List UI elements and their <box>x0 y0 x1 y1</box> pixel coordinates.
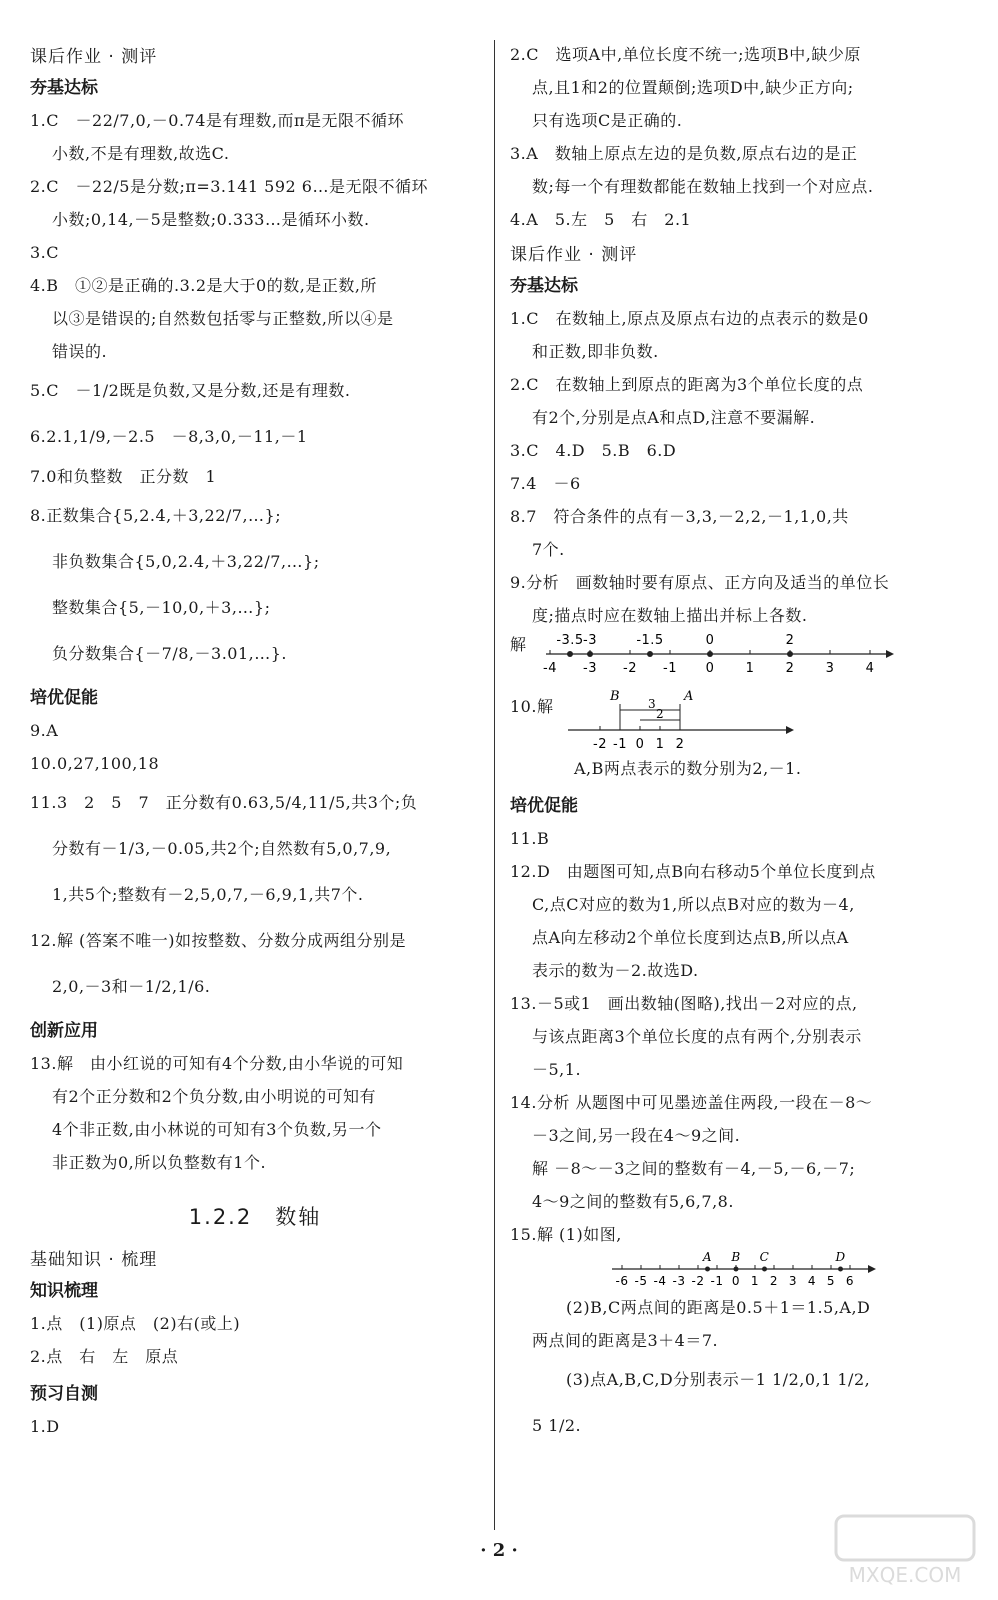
answer-2 <box>510 368 972 434</box>
point-label-b: B <box>610 689 621 704</box>
answer-line: 有2个正分数和2个负分数,由小明说的可知有 <box>52 1087 376 1106</box>
tick-label: 1 <box>745 661 755 676</box>
answer-1 <box>30 104 480 170</box>
answer-line: 非正数为0,所以负整数有1个. <box>52 1153 267 1172</box>
answer-line: (3)点A,B,C,D分别表示－1 1/2,0,1 1/2, <box>566 1370 871 1389</box>
point-dot <box>762 1267 767 1272</box>
tick-label: 4 <box>807 1274 817 1288</box>
tick-label: -1 <box>663 661 677 676</box>
subsection-header: 培优促能 <box>510 796 578 816</box>
answer-line: 12.D 由题图可知,点B向右移动5个单位长度到点 <box>510 862 876 881</box>
tick-label: 2 <box>769 1274 779 1288</box>
tick-label: 6 <box>845 1274 855 1288</box>
tick-label: 5 <box>826 1274 836 1288</box>
answer-2 <box>30 170 480 236</box>
point-dot <box>838 1267 843 1272</box>
answer-line: －5,1. <box>532 1060 582 1079</box>
answer-line: 8.正数集合{5,2.4,＋3,22/7,…}; <box>30 506 282 525</box>
answer-line: 和正数,即非负数. <box>532 342 659 361</box>
answer-line: 15.解 (1)如图, <box>510 1225 622 1244</box>
answer-line: 1.C 在数轴上,原点及原点右边的点表示的数是0 <box>510 309 869 328</box>
answer-line: 整数集合{5,－10,0,＋3,…}; <box>52 598 271 617</box>
tick-label: 4 <box>865 661 875 676</box>
answer-line: 小数;0,14,－5是整数;0.333…是循环小数. <box>52 210 370 229</box>
tick-label: -3 <box>672 1274 686 1288</box>
answer-line: 2.C 选项A中,单位长度不统一;选项B中,缺少原 <box>510 45 861 64</box>
answer-4-5: 4.A 5.左 5 右 2.1 <box>510 210 692 229</box>
answer-line: －3之间,另一段在4～9之间. <box>532 1126 741 1145</box>
section-header: 课后作业 · 测评 <box>510 245 638 265</box>
answer-9: 9.A <box>30 721 59 740</box>
answer-3-6: 3.C 4.D 5.B 6.D <box>510 441 677 460</box>
answer-11: 11.B <box>510 829 550 848</box>
subsection-header: 预习自测 <box>30 1384 98 1404</box>
solution-label: 解 <box>510 635 527 654</box>
answer-3: 3.C <box>30 243 60 262</box>
point-dot <box>567 651 573 657</box>
answer-line: 1,共5个;整数有－2,5,0,7,－6,9,1,共7个. <box>52 885 364 904</box>
answer-line: 1.C －22/7,0,－0.74是有理数,而π是无限不循环 <box>30 111 405 130</box>
answer-8 <box>510 500 972 566</box>
answer-13 <box>510 987 972 1086</box>
point-label: 0 <box>705 633 715 648</box>
point-dot <box>705 1267 710 1272</box>
answer-14 <box>510 1086 972 1218</box>
right-column <box>510 38 972 1449</box>
answer-line: 两点间的距离是3＋4＝7. <box>532 1331 719 1350</box>
subsection-header: 培优促能 <box>30 688 98 708</box>
distance-label: 3 <box>648 697 657 711</box>
answer-line: 错误的. <box>52 342 108 361</box>
answer-line: 以③是错误的;自然数包括零与正整数,所以④是 <box>52 309 394 328</box>
answer-line: 14.分析 从题图中可见墨迹盖住两段,一段在－8～ <box>510 1093 873 1112</box>
subsection-header: 知识梳理 <box>30 1281 98 1301</box>
subsection-header: 夯基达标 <box>30 78 98 98</box>
answer-10-result: A,B两点表示的数分别为2,－1. <box>574 759 802 778</box>
answer-line: 2.C －22/5是分数;π=3.141 592 6…是无限不循环 <box>30 177 428 196</box>
answer-line: 点A向左移动2个单位长度到达点B,所以点A <box>532 928 849 947</box>
answer-6: 6.2.1,1/9,－2.5 －8,3,0,－11,－1 <box>30 427 308 446</box>
answer-line: 度;描点时应在数轴上描出并标上各数. <box>532 606 808 625</box>
section-header: 课后作业 · 测评 <box>30 47 158 67</box>
point-label: -3.5 <box>556 633 584 648</box>
point-dot <box>707 651 713 657</box>
answer-line: 4个非正数,由小林说的可知有3个负数,另一个 <box>52 1120 382 1139</box>
answer-line: C,点C对应的数为1,所以点B对应的数为－4, <box>532 895 855 914</box>
answer-12 <box>30 918 480 1010</box>
answer-12 <box>510 855 972 987</box>
tick-label: 1 <box>655 737 665 752</box>
answer-5: 5.C －1/2既是负数,又是分数,还是有理数. <box>30 381 351 400</box>
answer-13 <box>30 1047 480 1179</box>
number-line-15 <box>610 1251 880 1291</box>
subsection-header: 创新应用 <box>30 1021 98 1041</box>
tick-label: -3 <box>583 661 597 676</box>
answer-line: 数;每一个有理数都能在数轴上找到一个对应点. <box>532 177 874 196</box>
answer-15 <box>510 1218 972 1449</box>
answer-line: (2)B,C两点间的距离是0.5＋1＝1.5,A,D <box>566 1298 871 1317</box>
point-label: A <box>702 1251 713 1264</box>
watermark-text: MXQE.COM <box>848 1563 962 1587</box>
point-label: -1.5 <box>636 633 664 648</box>
answer-line: 7个. <box>532 540 565 559</box>
answer-line: 9.分析 画数轴时要有原点、正方向及适当的单位长 <box>510 573 890 592</box>
point-label: -3 <box>583 633 597 648</box>
tick-label: 0 <box>731 1274 741 1288</box>
answer-9-solution <box>510 632 972 686</box>
answer-2 <box>510 38 972 137</box>
answer-line: 有2个,分别是点A和点D,注意不要漏解. <box>532 408 816 427</box>
left-column <box>30 38 480 1443</box>
answer-line: 8.7 符合条件的点有－3,3,－2,2,－1,1,0,共 <box>510 507 849 526</box>
tick-label: 1 <box>750 1274 760 1288</box>
watermark-logo <box>830 1510 980 1590</box>
distance-label: 2 <box>656 707 665 721</box>
point-dot <box>787 651 793 657</box>
preview-1: 1.D <box>30 1417 60 1436</box>
answer-line: 4～9之间的整数有5,6,7,8. <box>532 1192 734 1211</box>
answer-line: 5 1/2. <box>532 1416 582 1435</box>
answer-4 <box>30 269 480 368</box>
answer-line: 11.3 2 5 7 正分数有0.63,5/4,11/5,共3个;负 <box>30 793 418 812</box>
tick-label: 2 <box>675 737 685 752</box>
answer-line: 2.C 在数轴上到原点的距离为3个单位长度的点 <box>510 375 864 394</box>
answer-1 <box>510 302 972 368</box>
knowledge-2: 2.点 右 左 原点 <box>30 1347 179 1366</box>
tick-label: 0 <box>705 661 715 676</box>
answer-line: 非负数集合{5,0,2.4,＋3,22/7,…}; <box>52 552 320 571</box>
point-label: 2 <box>785 633 795 648</box>
column-divider <box>494 40 495 1530</box>
answer-line: 只有选项C是正确的. <box>532 111 683 130</box>
answer-line: 12.解 (答案不唯一)如按整数、分数分成两组分别是 <box>30 931 407 950</box>
answer-8 <box>30 493 480 677</box>
answer-10: 10.0,27,100,18 <box>30 754 160 773</box>
answer-line: 13.解 由小红说的可知有4个分数,由小华说的可知 <box>30 1054 404 1073</box>
answer-line: 负分数集合{－7/8,－3.01,…}. <box>52 644 287 663</box>
answer-7: 7.4 －6 <box>510 474 581 493</box>
tick-label: -1 <box>710 1274 724 1288</box>
answer-line: 点,且1和2的位置颠倒;选项D中,缺少正方向; <box>532 78 854 97</box>
point-label-a: A <box>684 689 694 704</box>
point-dot <box>647 651 653 657</box>
tick-label: -6 <box>615 1274 629 1288</box>
point-label: C <box>759 1251 770 1264</box>
solution-label: 10.解 <box>510 697 554 716</box>
answer-line: 与该点距离3个单位长度的点有两个,分别表示 <box>532 1027 862 1046</box>
page-number: · 2 · <box>480 1540 518 1561</box>
answer-line: 3.A 数轴上原点左边的是负数,原点右边的是正 <box>510 144 858 163</box>
knowledge-1: 1.点 (1)原点 (2)右(或上) <box>30 1314 241 1333</box>
tick-label: -4 <box>543 661 557 676</box>
answer-7: 7.0和负整数 正分数 1 <box>30 467 217 486</box>
tick-label: -2 <box>623 661 637 676</box>
number-line-10 <box>566 686 806 752</box>
section-header: 基础知识 · 梳理 <box>30 1250 158 1270</box>
answer-line: 4.B ①②是正确的.3.2是大于0的数,是正数,所 <box>30 276 377 295</box>
subsection-header: 夯基达标 <box>510 276 578 296</box>
answer-line: 2,0,－3和－1/2,1/6. <box>52 977 211 996</box>
tick-label: 3 <box>788 1274 798 1288</box>
answer-line: 13.－5或1 画出数轴(图略),找出－2对应的点, <box>510 994 858 1013</box>
number-line-9 <box>536 632 896 686</box>
point-dot <box>734 1267 739 1272</box>
point-label: D <box>835 1251 846 1264</box>
answer-line: 小数,不是有理数,故选C. <box>52 144 230 163</box>
point-dot <box>587 651 593 657</box>
answer-11 <box>30 780 480 918</box>
tick-label: -2 <box>691 1274 705 1288</box>
tick-label: 0 <box>635 737 645 752</box>
tick-label: -1 <box>613 737 627 752</box>
answer-line: 表示的数为－2.故选D. <box>532 961 699 980</box>
tick-label: -4 <box>653 1274 667 1288</box>
point-label: B <box>731 1251 741 1264</box>
tick-label: -5 <box>634 1274 648 1288</box>
tick-label: -2 <box>593 737 607 752</box>
tick-label: 2 <box>785 661 795 676</box>
answer-10 <box>510 686 972 752</box>
lesson-title: 1.2.2 数轴 <box>188 1205 322 1229</box>
answer-line: 分数有－1/3,－0.05,共2个;自然数有5,0,7,9, <box>52 839 392 858</box>
answer-line: 解 －8～－3之间的整数有－4,－5,－6,－7; <box>532 1159 856 1178</box>
answer-9 <box>510 566 972 632</box>
tick-label: 3 <box>825 661 835 676</box>
answer-3 <box>510 137 972 203</box>
